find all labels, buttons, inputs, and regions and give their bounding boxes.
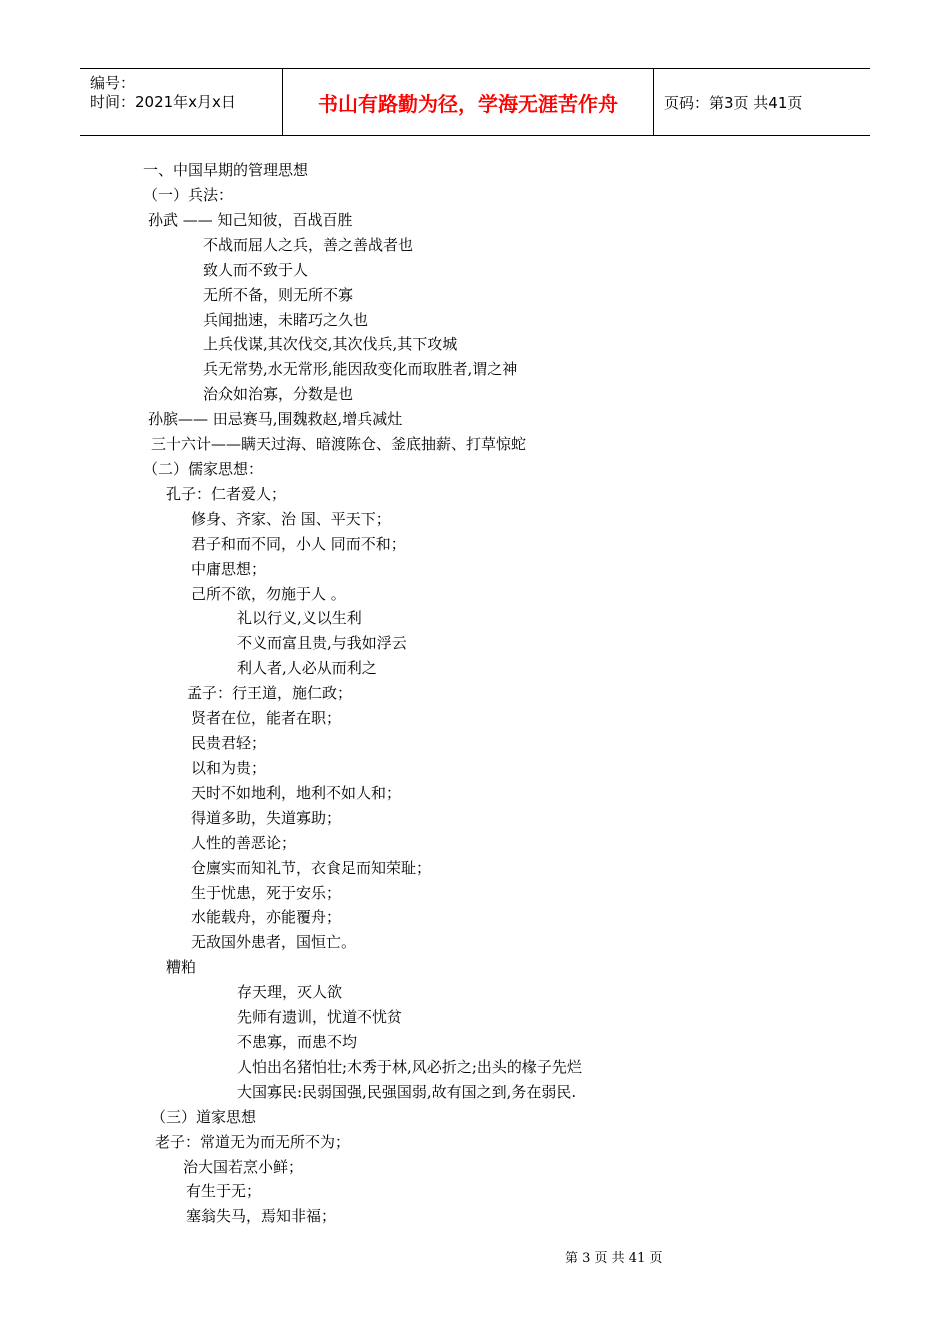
text-line: 孔子：仁者爱人； <box>166 485 287 503</box>
subsection-heading: （二）儒家思想： <box>143 460 264 478</box>
text-line: 先师有遗训，忧道不忧贫 <box>237 1008 403 1026</box>
subsection-heading: （一）兵法： <box>143 186 234 204</box>
date-label: 时间：2021年x月x日 <box>90 93 236 111</box>
text-line: 孙膑—— 田忌赛马,围魏救赵,增兵减灶 <box>148 410 403 428</box>
text-line: 不患寡，而患不均 <box>237 1033 358 1051</box>
text-line: 人怕出名猪怕壮;木秀于林,风必折之;出头的椽子先烂 <box>237 1058 582 1076</box>
text-line: 有生于无； <box>186 1182 262 1200</box>
text-line: 无敌国外患者，国恒亡。 <box>191 933 357 951</box>
text-line: 塞翁失马，焉知非福； <box>186 1207 337 1225</box>
text-line: 治大国若烹小鲜； <box>183 1158 304 1176</box>
text-line: 三十六计——瞒天过海、暗渡陈仓、釜底抽薪、打草惊蛇 <box>151 435 527 453</box>
text-line: 仓廪实而知礼节，衣食足而知荣耻； <box>191 859 432 877</box>
text-line: 兵闻拙速，未睹巧之久也 <box>203 311 369 329</box>
text-line: 己所不欲，勿施于人 。 <box>191 585 346 603</box>
header-page-info: 页码：第3页 共41页 <box>664 93 803 112</box>
text-line: 水能载舟，亦能覆舟； <box>191 908 342 926</box>
text-line: 以和为贵； <box>191 759 267 777</box>
text-line: 修身、齐家、治 国、平天下； <box>191 510 391 528</box>
text-line: 无所不备，则无所不寡 <box>203 286 354 304</box>
text-line: 利人者,人必从而利之 <box>237 659 377 677</box>
text-line: 孟子：行王道，施仁政； <box>187 684 353 702</box>
text-line: 民贵君轻； <box>191 734 267 752</box>
text-line: 贤者在位，能者在职； <box>191 709 342 727</box>
number-label: 编号： <box>90 74 136 92</box>
text-line: 礼以行义,义以生利 <box>237 609 362 627</box>
text-line: 致人而不致于人 <box>203 261 309 279</box>
page-footer: 第 3 页 共 41 页 <box>565 1251 663 1266</box>
text-line: 君子和而不同，小人 同而不和； <box>191 535 406 553</box>
page-header <box>80 68 870 136</box>
text-line: 治众如治寡，分数是也 <box>203 385 354 403</box>
text-line: 人性的善恶论； <box>191 834 297 852</box>
text-line: 天时不如地利，地利不如人和； <box>191 784 402 802</box>
text-line: 中庸思想； <box>191 560 267 578</box>
text-line: 不义而富且贵,与我如浮云 <box>237 634 407 652</box>
text-line: 存天理，灭人欲 <box>237 983 343 1001</box>
text-line: 兵无常势,水无常形,能因敌变化而取胜者,谓之神 <box>203 360 518 378</box>
text-line: 孙武 —— 知己知彼，百战百胜 <box>148 211 353 229</box>
text-line: 糟粕 <box>166 958 197 976</box>
text-line: 不战而屈人之兵，善之善战者也 <box>203 236 414 254</box>
text-line: 上兵伐谋,其次伐交,其次伐兵,其下攻城 <box>203 335 458 353</box>
header-left-cell <box>80 69 282 135</box>
text-line: 得道多助，失道寡助； <box>191 809 342 827</box>
text-line: 老子：常道无为而无所不为； <box>155 1133 351 1151</box>
text-line: 生于忧患，死于安乐； <box>191 884 342 902</box>
header-motto: 书山有路勤为径，学海无涯苦作舟 <box>282 69 654 135</box>
text-line: 大国寡民:民弱国强,民强国弱,故有国之到,务在弱民. <box>237 1083 577 1101</box>
section-heading: 一、中国早期的管理思想 <box>143 161 309 179</box>
subsection-heading: （三）道家思想 <box>151 1108 257 1126</box>
